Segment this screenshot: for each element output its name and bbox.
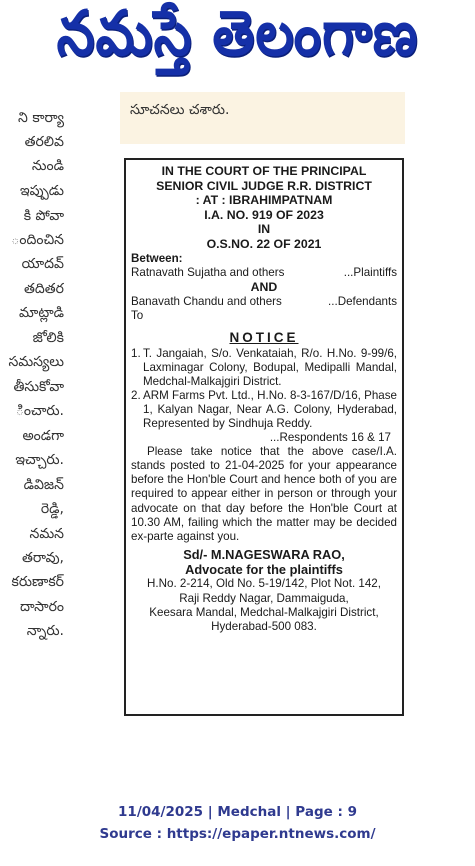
respondents-label: ...Respondents 16 & 17 [269,430,391,444]
defendants-name: Banavath Chandu and others [131,294,282,308]
left-column-line: ని కార్యా [18,110,64,126]
address-line: Raji Reddy Nagar, Dammaiguda, [179,591,349,605]
masthead-title: నమస్తే తెలంగాణ [56,0,419,70]
left-column-line: అండగా [22,428,64,444]
left-column-line: ందించిన [11,232,64,248]
between-label: Between: [131,251,183,265]
left-column-line: తరావు, [22,550,64,566]
left-column-line: నుండి [31,158,64,174]
defendants-label: ...Defendants [328,294,397,308]
plaintiffs-label: ...Plaintiffs [343,265,397,279]
left-column-line: న్నారు. [26,623,64,639]
court-line: IN THE COURT OF THE PRINCIPAL [161,164,367,178]
left-column-line: తరలివ [24,134,64,150]
article-snippet [120,92,405,144]
address-line: Hyderabad-500 083. [211,620,317,634]
court-line: IN [257,222,271,237]
address-line: Keesara Mandal, Medchal-Malkajgiri District, [149,606,379,620]
left-column-line: డివిజన్ [23,477,64,493]
respondent-text: ARM Farms Pvt. Ltd., H.No. 8-3-167/D/16, Phase 1, Kalyan Nagar, Near A.G. Colony, Hyderabad, Represented by Sindhuja Reddy. [143,388,397,430]
left-column-line: మాట్లాడి [19,305,64,321]
plaintiffs-row [131,266,397,280]
left-column-line: ించారు. [15,403,64,419]
left-article-column [0,92,66,712]
signature: Sd/- M.NAGESWARA RAO, [183,547,345,563]
left-column-line: సమస్యలు [8,354,64,370]
notice-heading: NOTICE [229,329,299,345]
legal-notice-box [124,158,404,716]
left-column-line: రెడ్డి, [40,501,64,517]
left-column-line: యాదవ్ [21,256,64,272]
left-column-line: ఇచ్చారు. [15,452,64,468]
and-label: AND [250,280,278,295]
respondent-number: 2. [131,388,141,402]
left-column-line: కి పోవా [23,208,64,224]
designation: Advocate for the plaintiffs [185,562,343,578]
court-line: : AT : IBRAHIMPATNAM [195,193,333,208]
court-heading [131,164,397,252]
masthead [0,0,475,82]
respondent-item [131,347,397,389]
court-line: SENIOR CIVIL JUDGE R.R. DISTRICT [156,178,372,193]
defendants-row [131,295,397,309]
left-column-line: ఇప్పుడు [19,183,64,199]
left-column-line: జోలికి [32,330,64,346]
court-line: O.S.NO. 22 OF 2021 [206,236,322,251]
footer-source[interactable]: Source : https://epaper.ntnews.com/ [99,826,376,842]
snippet-text: సూచనలు చశారు. [130,102,230,118]
court-line: I.A. NO. 919 OF 2023 [204,207,324,222]
left-column-line: తీసుకోవా [13,379,64,395]
left-column-line: నమన [29,526,64,542]
respondent-number: 1. [131,346,141,360]
address-line: H.No. 2-214, Old No. 5-19/142, Plot Not. 142, [147,577,381,591]
notice-body: Please take notice that the above case/I.A. stands posted to 21-04-2025 for your appearance before the Hon'ble Court and hence both of you are required to appear either in person or through your advocate on that day before the Hon'ble Court at 10.30 AM, failing which the matter may be decided ex-parte against you. [131,444,397,543]
to-label: To [131,309,144,323]
left-column-line: దాసారం [20,599,64,615]
left-column-line: కరుణాకర్ [11,574,64,590]
respondent-text: T. Jangaiah, S/o. Venkataiah, R/o. H.No. 9-99/6, Laxminagar Colony, Bodupal, Medipalli Mandal, Medchal-Malkajgiri District. [143,346,397,388]
plaintiffs-name: Ratnavath Sujatha and others [131,265,285,279]
footer-meta: 11/04/2025 | Medchal | Page : 9 [118,804,357,820]
left-column-line: తదితర [24,281,64,297]
respondent-item [131,389,397,431]
